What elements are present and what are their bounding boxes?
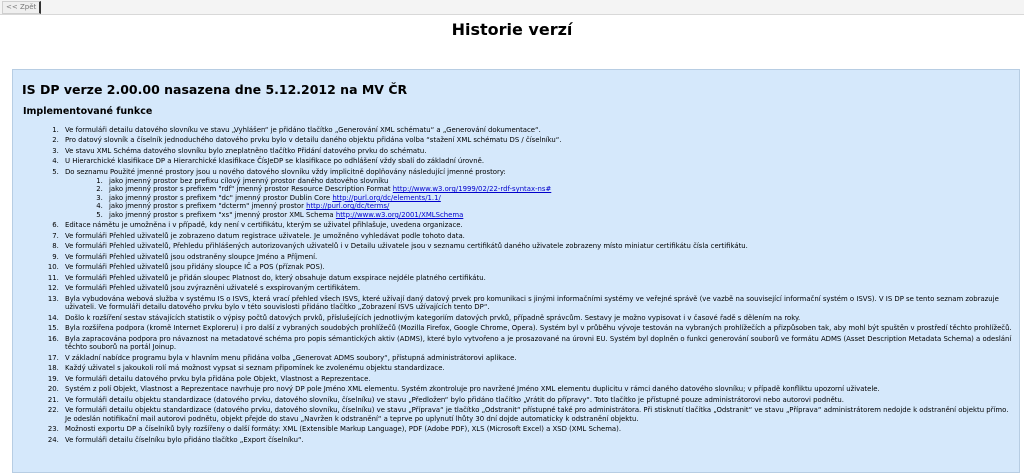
list-item	[61, 284, 1013, 293]
list-item-text: Editace námětu je umožněna i v případě, kdy není v certifikátu, kterým se uživatel přihlašuje, uvedena organizace.	[65, 221, 463, 230]
version-history-panel	[12, 69, 1020, 473]
list-item	[61, 314, 1013, 323]
namespace-list	[65, 177, 1013, 220]
list-item	[61, 354, 1013, 363]
list-item	[61, 396, 1013, 405]
list-item	[61, 364, 1013, 373]
top-toolbar	[0, 0, 1024, 15]
list-item	[61, 126, 1013, 135]
list-item-text: Pro datový slovník a číselník jednoduchého datového prvku bylo v detailu daného objektu přidána volba “stažení XML schématu DS / číselníku“.	[65, 136, 562, 145]
sub-list-item-text: jako jmenný prostor s prefixem "dcterm" jmenný prostor	[109, 202, 307, 211]
sub-list-item	[105, 194, 1013, 203]
list-item-text: Systém z polí Objekt, Vlastnost a Reprezentace navrhuje pro nový DP pole Jméno XML elementu. Systém zkontroluje pro navržené Jméno XML elementu duplicitu v rámci daného datového slovníku; v případě konfliktu upozorní uživatele.	[65, 385, 880, 394]
list-item-text: Ve formuláři Přehled uživatelů jsou odstraněny sloupce Jméno a Příjmení.	[65, 252, 318, 261]
list-item	[61, 274, 1013, 283]
list-item-text: Ve formuláři Přehled uživatelů, Přehledu přihlášených autorizovaných uživatelů i v Detailu uživatele jsou v seznamu certifikátů daného uživatele zobrazeny místo miniatur certifikátu čísla certifikátu.	[65, 242, 748, 251]
list-item	[61, 406, 1013, 423]
rdf-namespace-link[interactable]: http://www.w3.org/1999/02/22-rdf-syntax-ns#	[392, 185, 552, 194]
list-item	[61, 232, 1013, 241]
sub-list-item	[105, 211, 1013, 220]
dc-namespace-link[interactable]: http://purl.org/dc/elements/1.1/	[332, 193, 441, 202]
sub-list-item-text: jako jmenný prostor s prefixem "xs" jmenný prostor XML Schema	[109, 210, 336, 219]
list-item-text: Ve formuláři detailu datového prvku byla přidána pole Objekt, Vlastnost a Reprezentace.	[65, 374, 371, 383]
list-item	[61, 157, 1013, 166]
sub-list-item-text: jako jmenný prostor s prefixem "rdf" jmenný prostor Resource Description Format	[109, 185, 393, 194]
list-item-text: Ve formuláři detailu objektu standardizace (datového prvku, datového slovníku, číselníku) ve stavu „Příprava“ je tlačítko „Odstranit“ přístupné také pro administrátora. Při stisknutí tlačítka „Odstranit“ ve stavu „Příprava“ administrátorem nedojde k odstranění objektu přímo. Je odeslán notifikační mail autorovi podnětu, objekt přejde do stavu „Navržen k odstranění“ a teprve po uplynutí lhůty 30 dní dojde automaticky k odstranění objektu.	[65, 406, 1009, 423]
list-item	[61, 295, 1013, 312]
list-item	[61, 385, 1013, 394]
list-item-text: Ve formuláři Přehled uživatelů je přidán sloupec Platnost do, který obsahuje datum exspirace nejdéle platného certifikátu.	[65, 273, 486, 282]
sub-list-item	[105, 177, 1013, 186]
sub-list-item-text: jako jmenný prostor s prefixem "dc" jmenný prostor Dublin Core	[109, 193, 333, 202]
page-title: Historie verzí	[451, 20, 573, 39]
list-item-text: Možnosti exportu DP a číselníků byly rozšířeny o další formáty: XML (Extensible Markup Language), PDF (Adobe PDF), XLS (Microsoft Excel) a XSD (XML Schema).	[65, 425, 622, 434]
list-item	[61, 136, 1013, 145]
list-item	[61, 242, 1013, 251]
list-item	[61, 324, 1013, 333]
list-item	[61, 168, 1013, 220]
list-item-text: Ve formuláři Přehled uživatelů jsou zvýrazněni uživatelé s exspirovaným certifikátem.	[65, 284, 361, 293]
list-item-text: Došlo k rozšíření sestav stávajících statistik o výpisy počtů datových prvků, příslušejících jednotlivým kategoriím datových prvků, případně správcům. Sestavy je možno vypisovat i v časové řadě s dělením na roky.	[65, 313, 801, 322]
list-item-text: Byla rozšířena podpora (kromě Internet Exploreru) i pro další z vybraných soudobých prohlížečů (Mozilla Firefox, Google Chrome, Opera). Systém byl v průběhu vývoje testován na vybraných prohlížečích a přizpůsoben tak, aby mohl být spuštěn v prostředí těchto prohlížečů.	[65, 324, 1012, 333]
xs-namespace-link[interactable]: http://www.w3.org/2001/XMLSchema	[335, 210, 464, 219]
dcterm-namespace-link[interactable]: http://purl.org/dc/terms/	[306, 202, 390, 211]
list-item	[61, 263, 1013, 272]
release-title: IS DP verze 2.00.00 nasazena dne 5.12.2012 na MV ČR	[22, 82, 408, 97]
list-item	[61, 335, 1013, 352]
list-item-text: Ve formuláři detailu číselníku bylo přidáno tlačítko „Export číselníku“.	[65, 435, 304, 444]
list-item-text: U Hierarchické klasifikace DP a Hierarchické klasifikace ČísJeDP se klasifikace po odhlášení vždy sbalí do základní úrovně.	[65, 157, 485, 166]
section-title: Implementované funkce	[23, 106, 153, 117]
list-item	[61, 147, 1013, 156]
list-item	[61, 425, 1013, 434]
list-item-text: Ve formuláři Přehled uživatelů jsou přidány sloupce IČ a POS (příznak POS).	[65, 263, 325, 272]
list-item-text: Byla vybudována webová služba v systému IS o ISVS, která vrací přehled všech ISVS, které užívají daný datový prvek pro komunikaci s jinými informačními systémy ve veřejné správě (ve vazbě na související informační systém o ISVS). V IS DP se tento seznam zobrazuje uživateli. Ve formuláři detailu datového prvku bylo v této souvislosti přidáno tlačítko „Zobrazení ISVS užívajících tento DP“.	[65, 294, 999, 312]
sub-list-item-text: jako jmenný prostor bez prefixu cílový jmenný prostor daného datového slovníku	[109, 176, 389, 185]
list-item-text: Každý uživatel s jakoukoli rolí má možnost vypsat si seznam připomínek ke zvolenému objektu standardizace.	[65, 364, 445, 373]
sub-list-item	[105, 202, 1013, 211]
sub-list-item	[105, 185, 1013, 194]
list-item	[61, 436, 1013, 445]
list-item-text: V základní nabídce programu byla v hlavním menu přidána volba „Generovat ADMS soubory“, přístupná administrátorovi aplikace.	[65, 353, 517, 362]
list-item	[61, 253, 1013, 262]
list-item	[61, 375, 1013, 384]
list-item-text: Ve stavu XML Schéma datového slovníku bylo zneplatněno tlačítko Přidání datového prvku do schématu.	[65, 146, 427, 155]
feature-list	[13, 126, 1013, 446]
back-button[interactable]: << Zpět	[2, 1, 41, 14]
list-item	[61, 221, 1013, 230]
list-item-text: Byla zapracována podpora pro návaznost na metadatové schéma pro popis sémantických aktiv (ADMS), které bylo vytvořeno a je prosazované na úrovni EU. Systém byl doplněn o funkci generování souborů ve formátu ADMS (Asset Description Metadata Schema) a odeslání těchto souborů na portál Joinup.	[65, 334, 1012, 352]
list-item-text: Ve formuláři detailu objektu standardizace (datového prvku, datového slovníku, číselníku) ve stavu „Předložen“ bylo přidáno tlačítko „Vrátit do přípravy“. Toto tlačítko je přístupné pouze administrátorovi nebo autorovi podnětu.	[65, 395, 844, 404]
list-item-text: Ve formuláři detailu datového slovníku ve stavu „Vyhlášen“ je přidáno tlačítko „Generování XML schématu“ a „Generování dokumentace“.	[65, 126, 541, 134]
list-item-text: Do seznamu Použité jmenné prostory jsou u nového datového slovníku vždy implicitně doplňovány následující jmenné prostory:	[65, 167, 506, 176]
list-item-text: Ve formuláři Přehled uživatelů je zobrazeno datum registrace uživatele. Je umožněno vyhledávat podle tohoto data.	[65, 231, 465, 240]
